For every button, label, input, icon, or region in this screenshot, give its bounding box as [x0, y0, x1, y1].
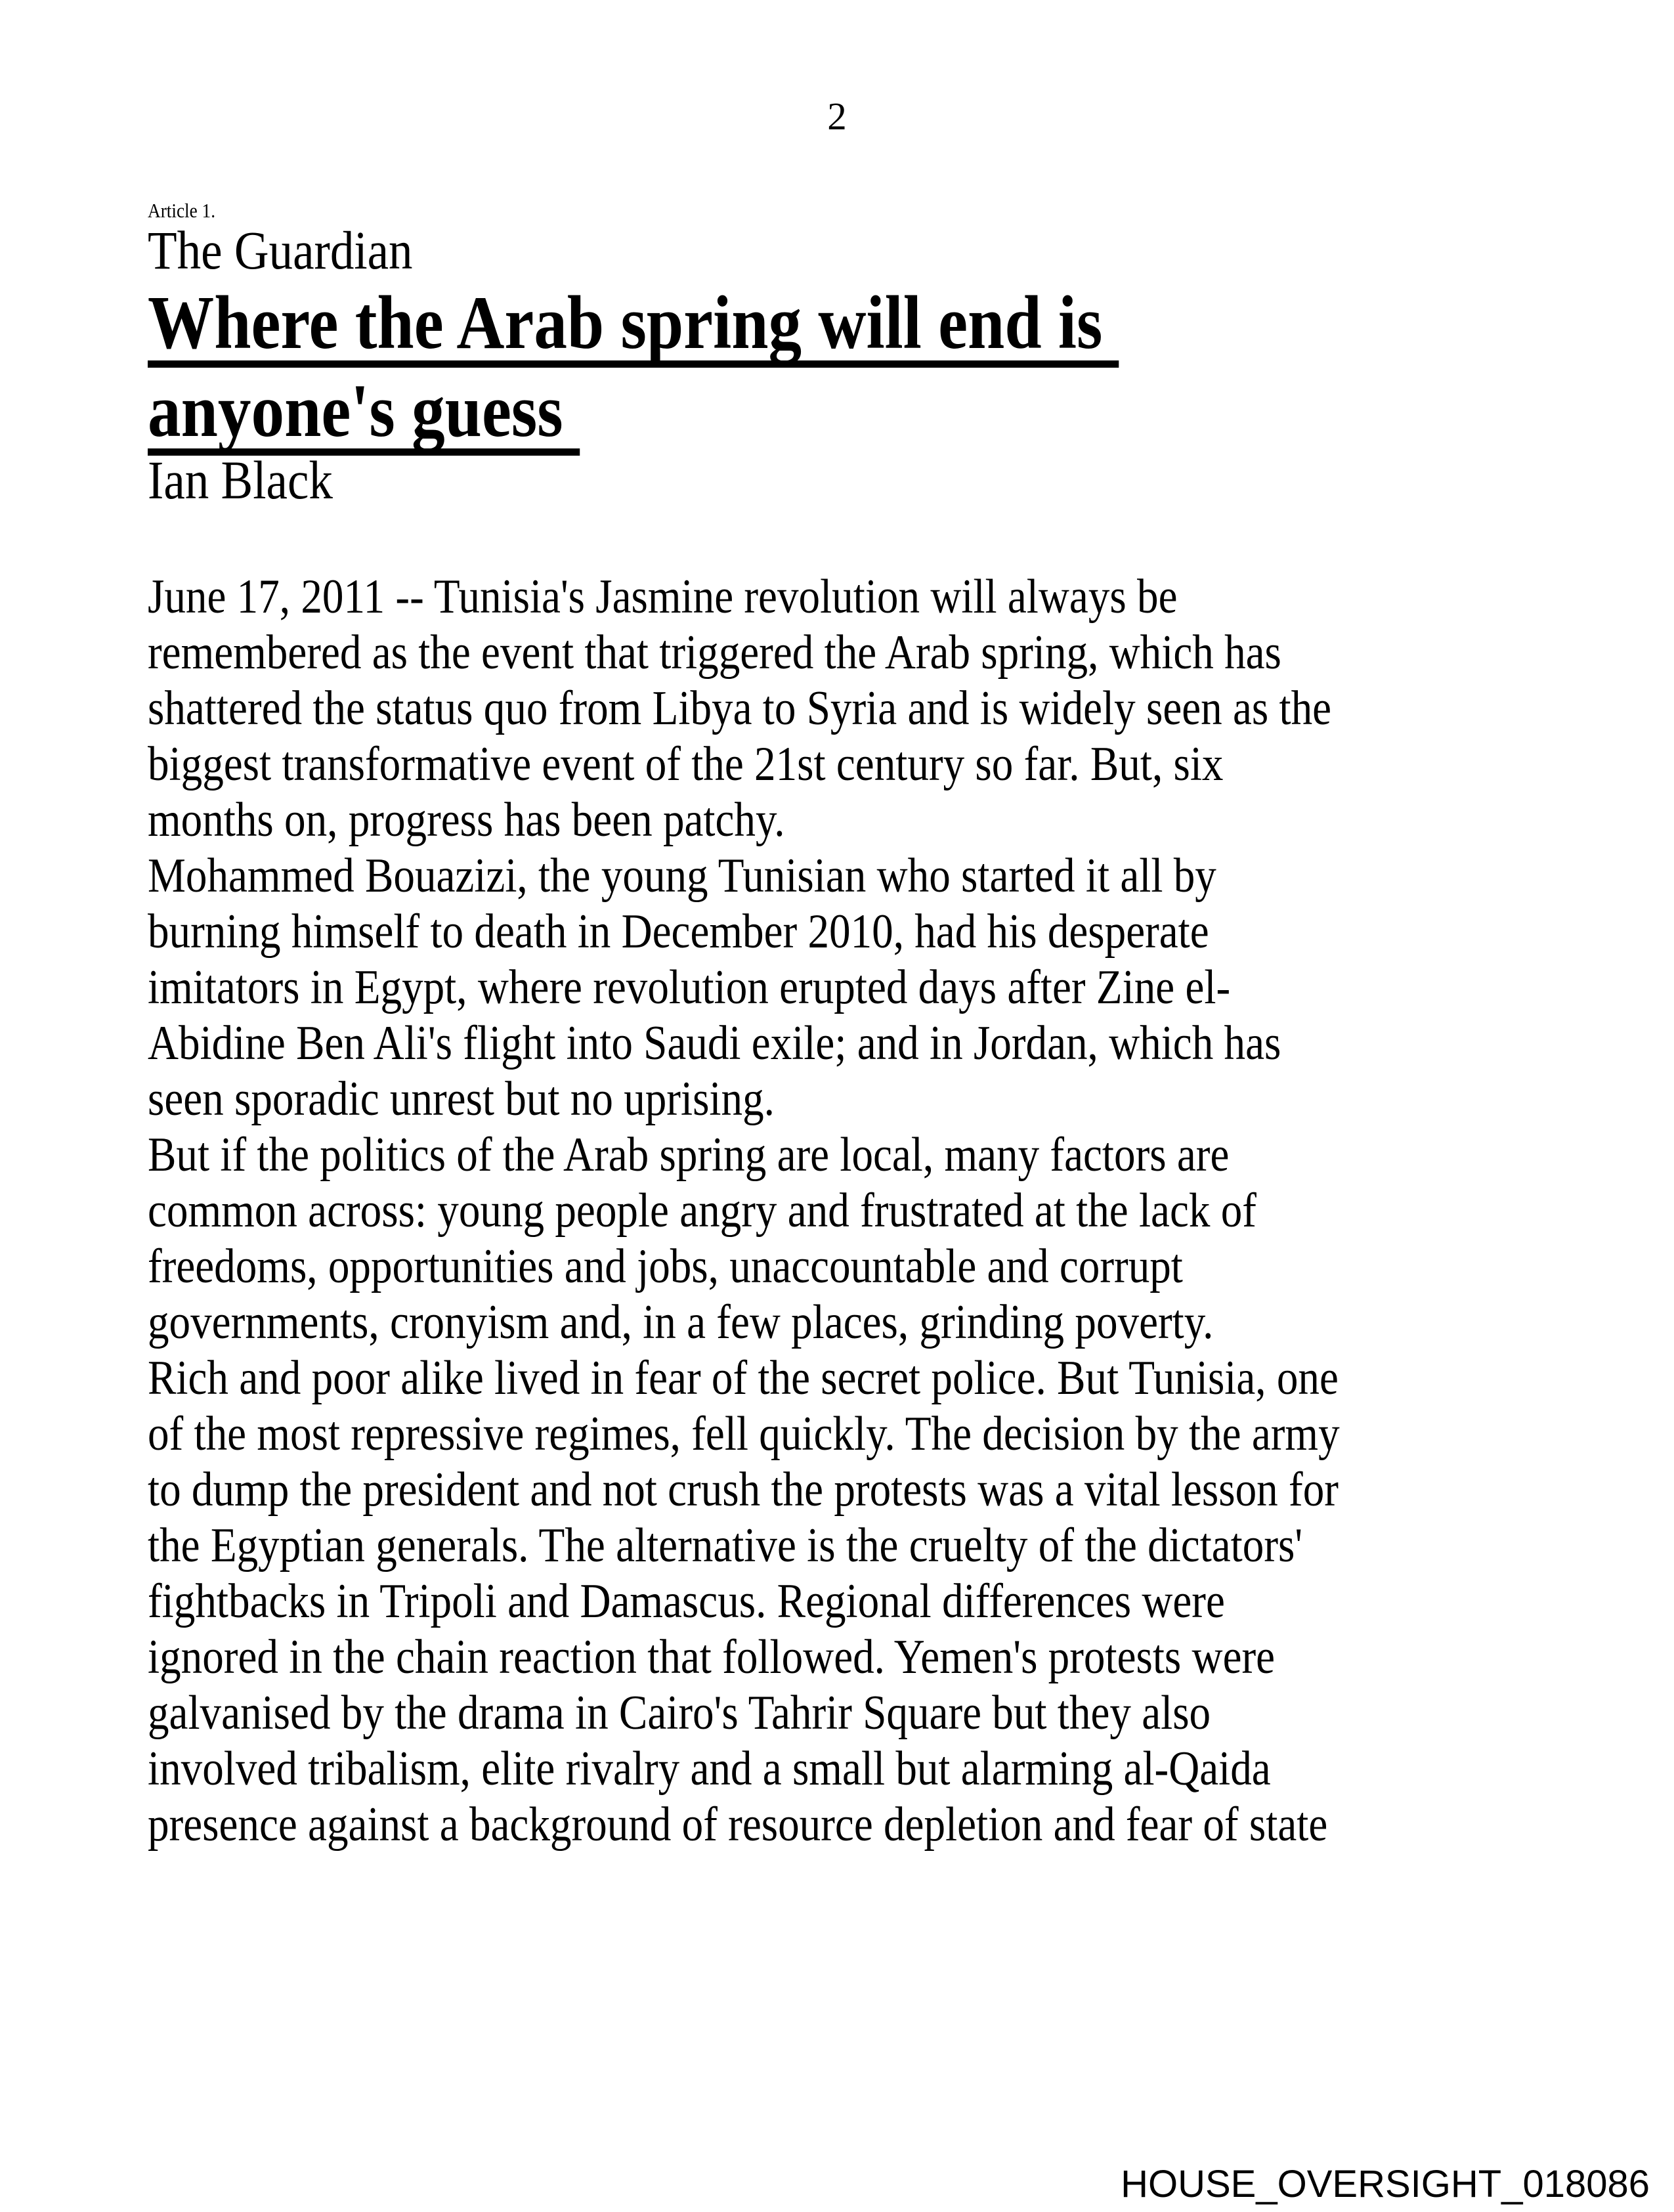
headline-underlined-text-2: anyone's guess: [148, 373, 580, 456]
body-text-line: common across: young people angry and frustrated at the lack of: [148, 1184, 1256, 1238]
body-text-line: involved tribalism, elite rivalry and a small but alarming al-Qaida: [148, 1742, 1271, 1796]
body-text-line: But if the politics of the Arab spring are local, many factors are: [148, 1128, 1230, 1182]
body-text-line: Abidine Ben Ali's flight into Saudi exile; and in Jordan, which has: [148, 1016, 1281, 1070]
body-text-line: Rich and poor alike lived in fear of the secret police. But Tunisia, one: [148, 1351, 1339, 1405]
body-text-line: of the most repressive regimes, fell quickly. The decision by the army: [148, 1407, 1340, 1461]
page-number: 2: [827, 95, 847, 138]
body-text-line: ignored in the chain reaction that followed. Yemen's protests were: [148, 1630, 1276, 1684]
body-text-line: biggest transformative event of the 21st century so far. But, six: [148, 737, 1224, 791]
article-source: The Guardian: [148, 220, 413, 280]
body-text-line: galvanised by the drama in Cairo's Tahrir Square but they also: [148, 1686, 1211, 1740]
body-text-line: shattered the status quo from Libya to Syria and is widely seen as the: [148, 682, 1332, 735]
article-column: [148, 0, 1673, 2212]
body-text-line: freedoms, opportunities and jobs, unaccountable and corrupt: [148, 1240, 1183, 1293]
headline-underlined-text-1: Where the Arab spring will end is: [148, 285, 1119, 368]
body-text-line: burning himself to death in December 2010, had his desperate: [148, 905, 1209, 959]
body-text-line: months on, progress has been patchy.: [148, 793, 785, 847]
article-body: [148, 569, 1340, 1853]
body-text-line: fightbacks in Tripoli and Damascus. Regional differences were: [148, 1574, 1225, 1628]
article-headline-line-2: [148, 369, 580, 456]
article-byline: Ian Black: [148, 450, 333, 510]
body-text-line: governments, cronyism and, in a few places, grinding poverty.: [148, 1295, 1214, 1349]
body-text-line: the Egyptian generals. The alternative is the cruelty of the dictators': [148, 1519, 1303, 1572]
body-text-line: to dump the president and not crush the protests was a vital lesson for: [148, 1463, 1339, 1517]
body-text-line: presence against a background of resource depletion and fear of state: [148, 1798, 1328, 1852]
body-text-line: June 17, 2011 -- Tunisia's Jasmine revolution will always be: [148, 570, 1178, 624]
bates-stamp: HOUSE_OVERSIGHT_018086: [1121, 2163, 1650, 2205]
article-headline-line-1: [148, 281, 1119, 368]
body-text-line: imitators in Egypt, where revolution erupted days after Zine el-: [148, 961, 1231, 1014]
body-text-line: seen sporadic unrest but no uprising.: [148, 1072, 775, 1126]
body-text-line: remembered as the event that triggered the Arab spring, which has: [148, 626, 1281, 680]
article-label: Article 1.: [148, 199, 216, 222]
body-text-line: Mohammed Bouazizi, the young Tunisian who started it all by: [148, 849, 1216, 903]
